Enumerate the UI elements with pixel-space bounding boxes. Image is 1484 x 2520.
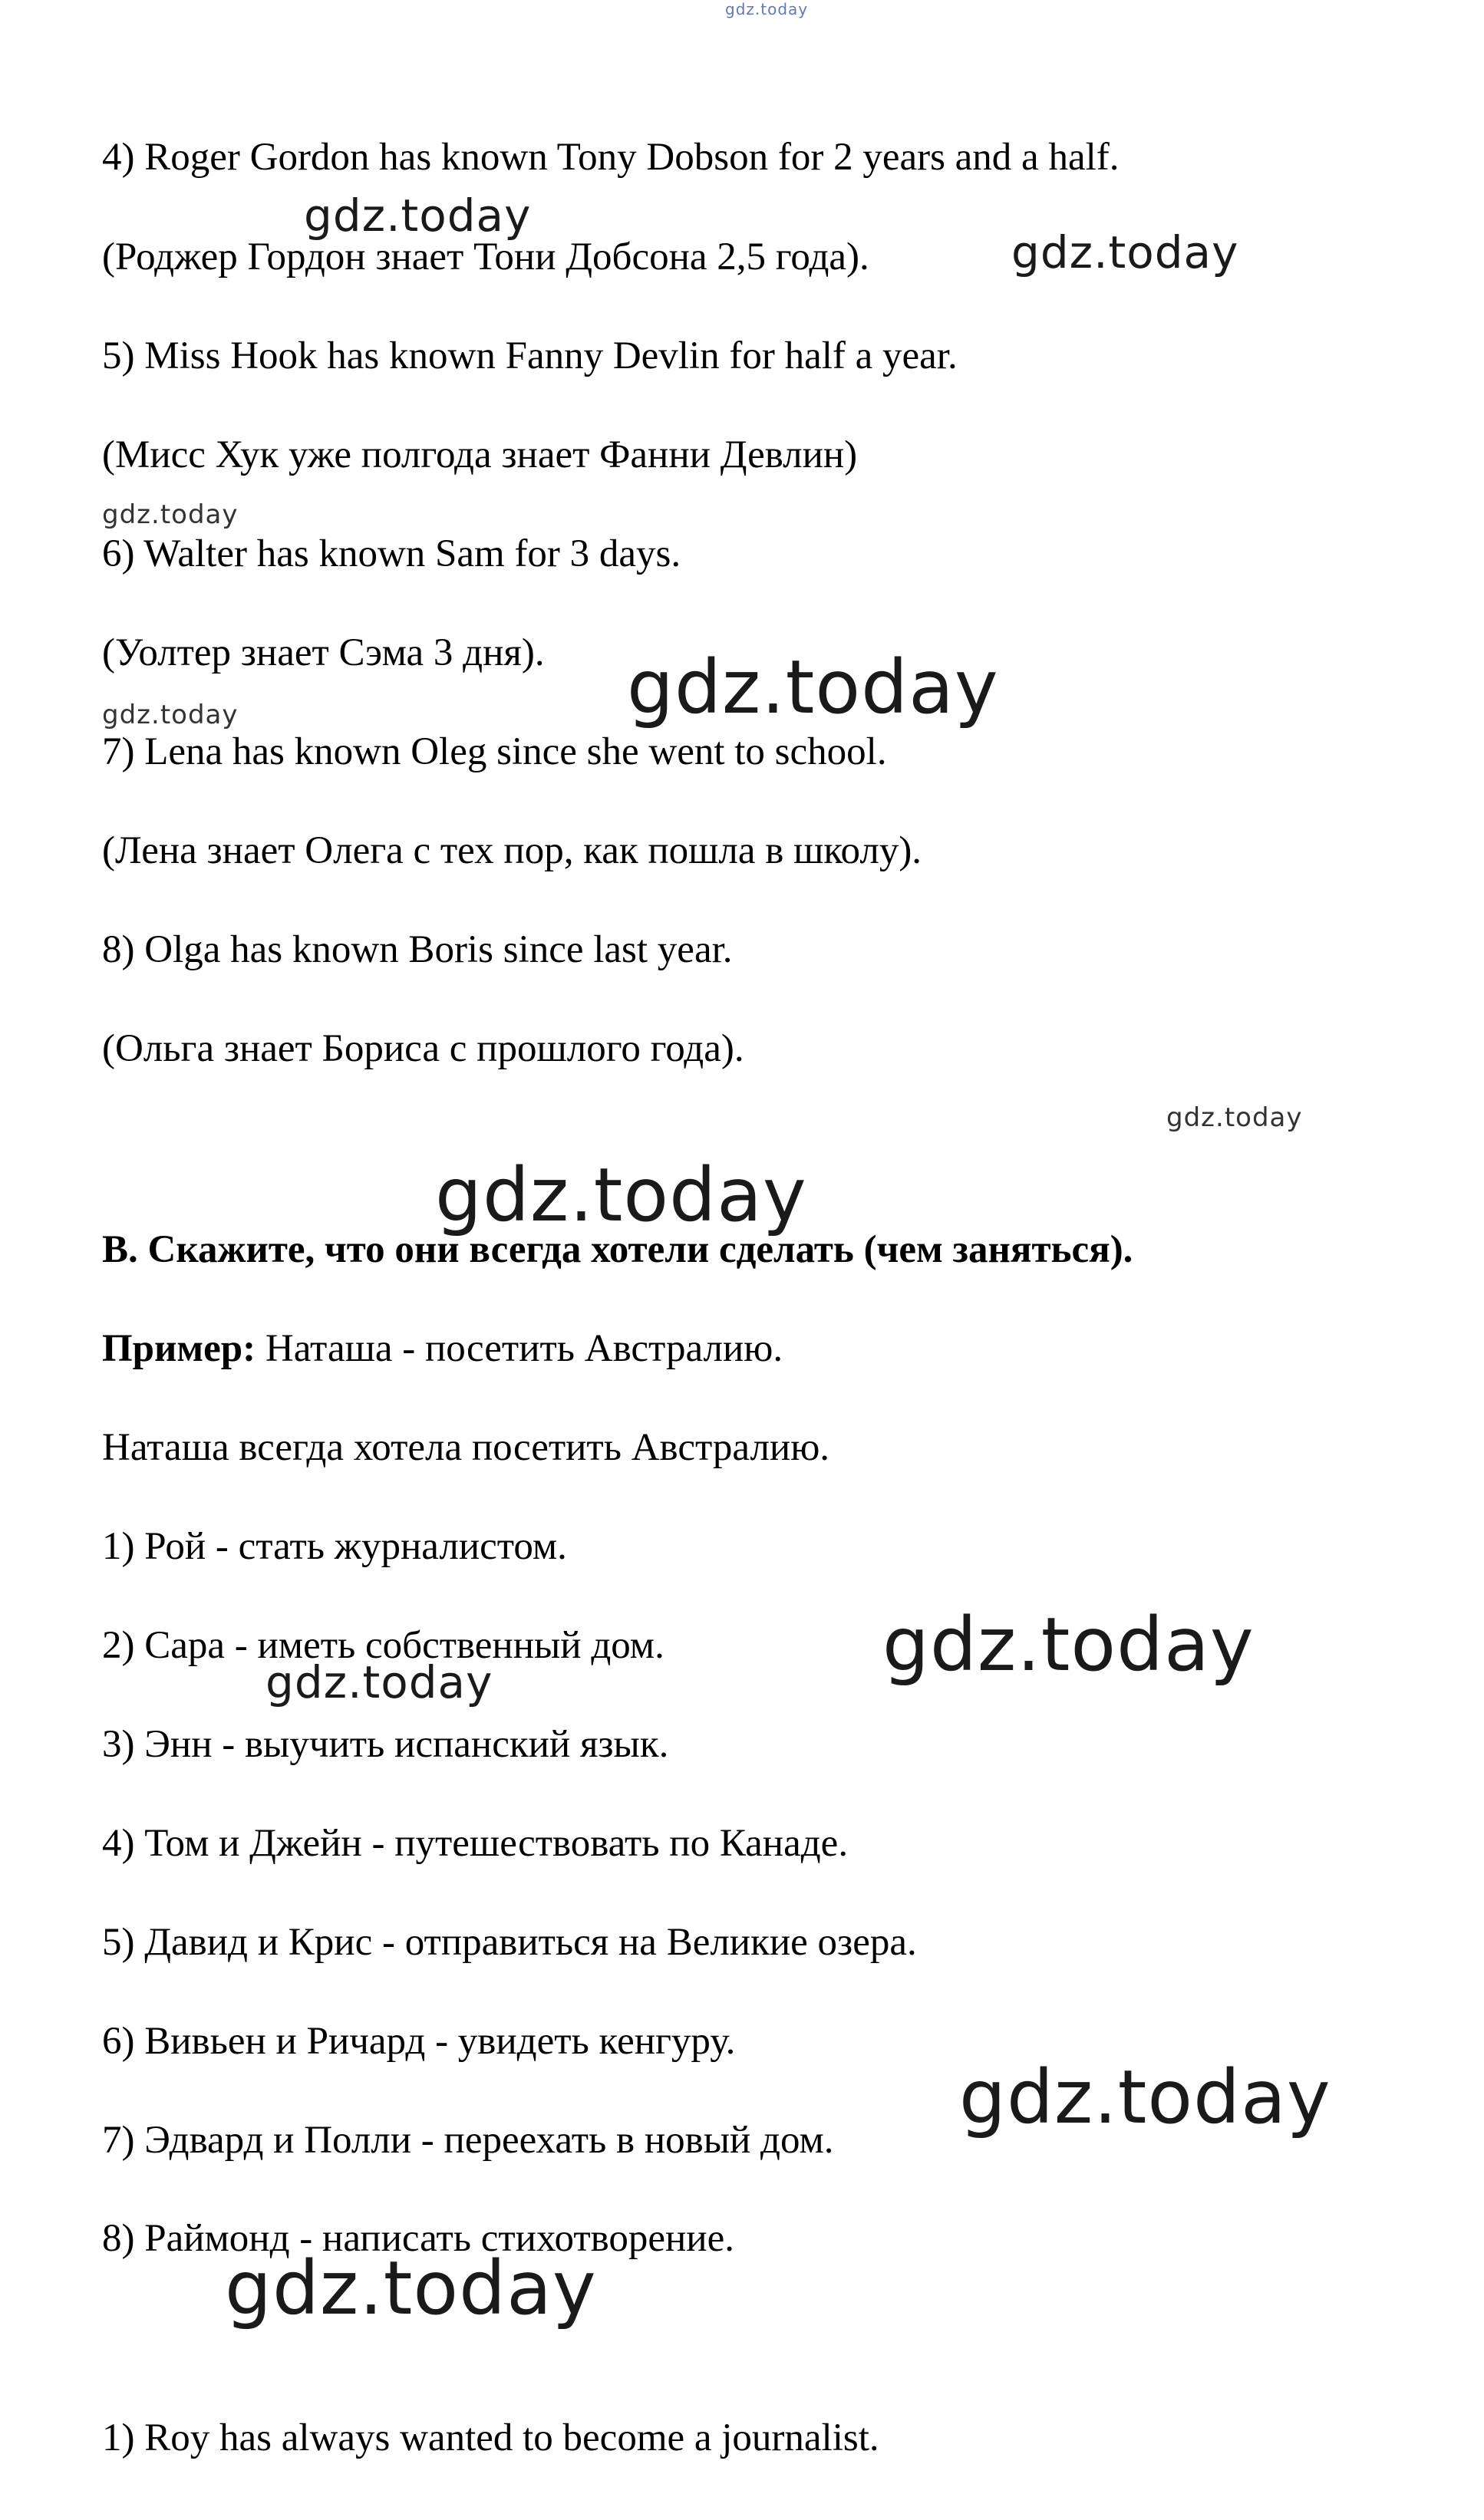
answer-6-ru: (Уолтер знает Сэма 3 дня).	[102, 631, 545, 674]
answer-5-ru: (Мисс Хук уже полгода знает Фанни Девлин)	[102, 433, 858, 476]
task-item-4: 4) Том и Джейн - путешествовать по Канаде.	[102, 1822, 849, 1865]
watermark-top: gdz.today	[725, 0, 809, 18]
watermark: gdz.today	[102, 499, 239, 530]
task-item-3: 3) Энн - выучить испанский язык.	[102, 1723, 669, 1766]
answer-7-ru: (Лена знает Олега с тех пор, как пошла в школу).	[102, 829, 922, 872]
task-item-2: 2) Сара - иметь собственный дом.	[102, 1624, 665, 1667]
watermark: gdz.today	[102, 700, 239, 730]
example-answer: Наташа всегда хотела посетить Австралию.	[102, 1426, 830, 1469]
answer-8-en: 8) Olga has known Boris since last year.	[102, 928, 733, 971]
watermark: gdz.today	[882, 1602, 1255, 1688]
answer-1-en: 1) Roy has always wanted to become a journalist.	[102, 2416, 879, 2459]
watermark: gdz.today	[627, 644, 999, 730]
watermark: gdz.today	[304, 189, 532, 242]
watermark: gdz.today	[1166, 1102, 1303, 1133]
example-label: Пример:	[102, 1327, 256, 1370]
section-b-heading: B. Скажите, что они всегда хотели сделать (чем заняться).	[102, 1228, 1133, 1271]
task-item-8: 8) Раймонд - написать стихотворение.	[102, 2217, 734, 2260]
answer-8-ru: (Ольга знает Бориса с прошлого года).	[102, 1027, 744, 1070]
answer-4-en: 4) Roger Gordon has known Tony Dobson for 2 years and a half.	[102, 136, 1120, 179]
answer-5-en: 5) Miss Hook has known Fanny Devlin for half a year.	[102, 334, 958, 377]
watermark: gdz.today	[265, 1656, 493, 1708]
example-line	[102, 1324, 783, 1373]
task-item-7: 7) Эдвард и Полли - переехать в новый дом.	[102, 2119, 834, 2162]
watermark: gdz.today	[225, 2245, 597, 2331]
example-text: Наташа - посетить Австралию.	[265, 1327, 783, 1370]
task-item-5: 5) Давид и Крис - отправиться на Великие озера.	[102, 1921, 917, 1964]
task-item-1: 1) Рой - стать журналистом.	[102, 1525, 567, 1568]
task-item-6: 6) Вивьен и Ричард - увидеть кенгуру.	[102, 2020, 736, 2063]
watermark: gdz.today	[959, 2054, 1331, 2140]
answer-7-en: 7) Lena has known Oleg since she went to school.	[102, 730, 887, 773]
answer-6-en: 6) Walter has known Sam for 3 days.	[102, 532, 681, 575]
watermark: gdz.today	[1011, 226, 1239, 278]
watermark: gdz.today	[435, 1152, 807, 1238]
answer-4-ru: (Роджер Гордон знает Тони Добсона 2,5 года).	[102, 236, 869, 278]
